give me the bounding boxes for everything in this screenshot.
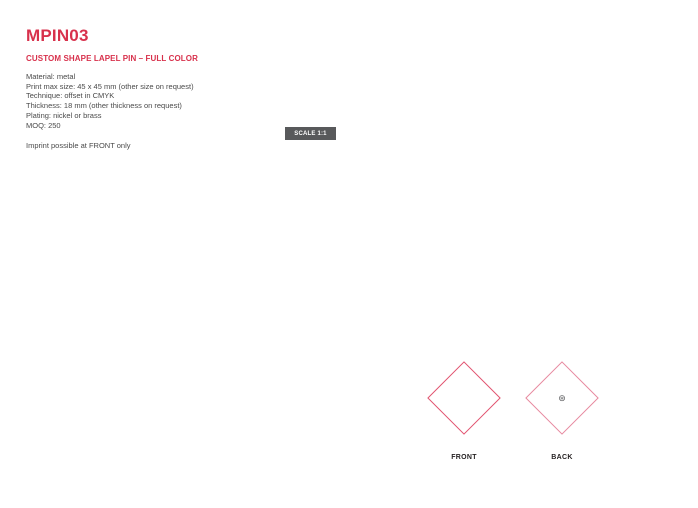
front-view-label: FRONT [451,454,477,461]
spec-item-thickness: Thickness: 18 mm (other thickness on request) [26,101,182,111]
spec-item-material: Material: metal [26,72,76,81]
spec-item-moq: MOQ: 250 [26,120,61,130]
product-subtitle: CUSTOM SHAPE LAPEL PIN – FULL COLOR [26,54,198,63]
spec-item-plating: Plating: nickel or brass [26,110,102,120]
page-title: MPIN03 [26,26,89,45]
imprint-note: Imprint possible at FRONT only [26,141,131,150]
spec-list [26,72,194,130]
back-diamond-outline [525,361,599,435]
back-view-label: BACK [551,454,573,461]
front-diamond-outline [427,361,501,435]
butterfly-clutch-icon: ⊛ [558,392,566,403]
spec-item-print-max-size: Print max size: 45 x 45 mm (other size on request) [26,81,194,91]
scale-badge: SCALE 1:1 [285,127,336,140]
spec-item-technique: Technique: offset in CMYK [26,91,115,101]
